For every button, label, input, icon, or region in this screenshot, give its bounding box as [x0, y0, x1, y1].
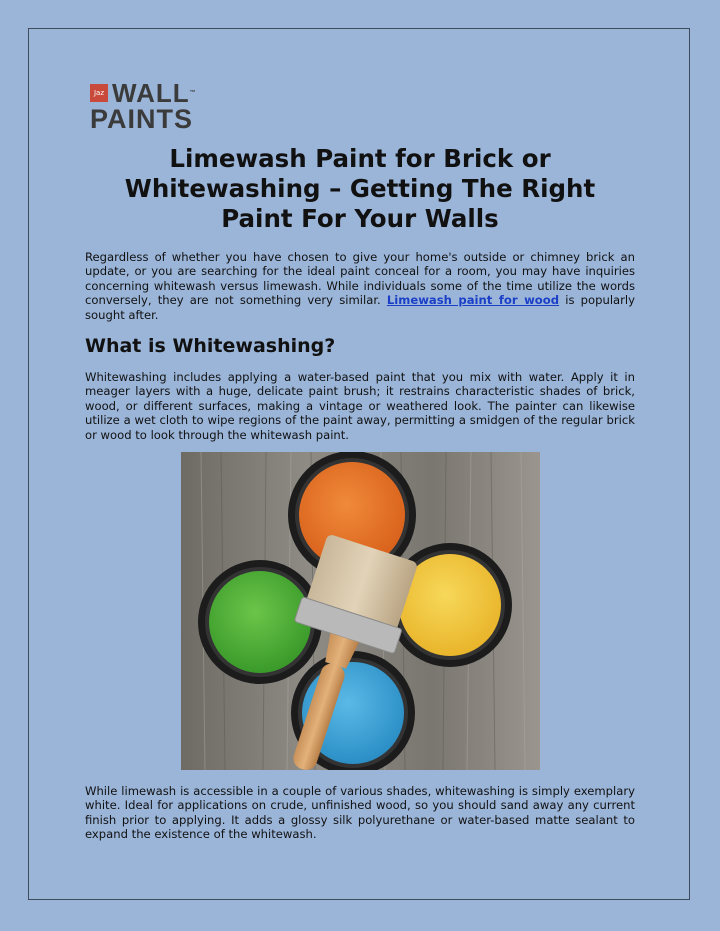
limewash-paint-link[interactable]: Limewash paint for wood: [386, 293, 560, 308]
logo-word-wall: WALL™: [112, 78, 196, 108]
intro-paragraph: [85, 250, 635, 322]
intro-text: Regardless of whether you have chosen to give your home's outside or chimney brick an update, or you are searching for the ideal paint conceal for a room, you may have inquiries concerning whitewash versus limewash. While individuals some of the time utilize the words conversely, they are not something very similar.: [85, 250, 635, 308]
brand-logo[interactable]: [90, 78, 230, 134]
closing-paragraph: While limewash is accessible in a couple of various shades, whitewashing is simply exemplary white. Ideal for applications on crude, unfinished wood, so you should sand away any current finish prior to applying. It adds a glossy silk polyurethane or water-based matte sealant to expand the existence of the whitewash.: [85, 784, 635, 842]
logo-mark-icon: Jaz: [90, 84, 108, 102]
intro-text-end: is popularly sought after.: [85, 293, 636, 322]
paint-cans-photo: [181, 452, 540, 770]
whitewashing-paragraph: Whitewashing includes applying a water-based paint that you mix with water. Apply it in meager layers with a huge, delicate paint brush; it restrains characteristic shades of brick, wood, or different surfaces, making a vintage or weathered look. The painter can likewise utilize a wet cloth to wipe regions of the paint away, permitting a smidgen of the regular brick or wood to look through the whitewash paint.: [85, 370, 635, 442]
section-heading: What is Whitewashing?: [85, 335, 336, 357]
page-title: Limewash Paint for Brick or Whitewashing – Getting The Right Paint For Your Walls: [124, 144, 596, 233]
logo-word-paints: PAINTS: [90, 104, 194, 134]
